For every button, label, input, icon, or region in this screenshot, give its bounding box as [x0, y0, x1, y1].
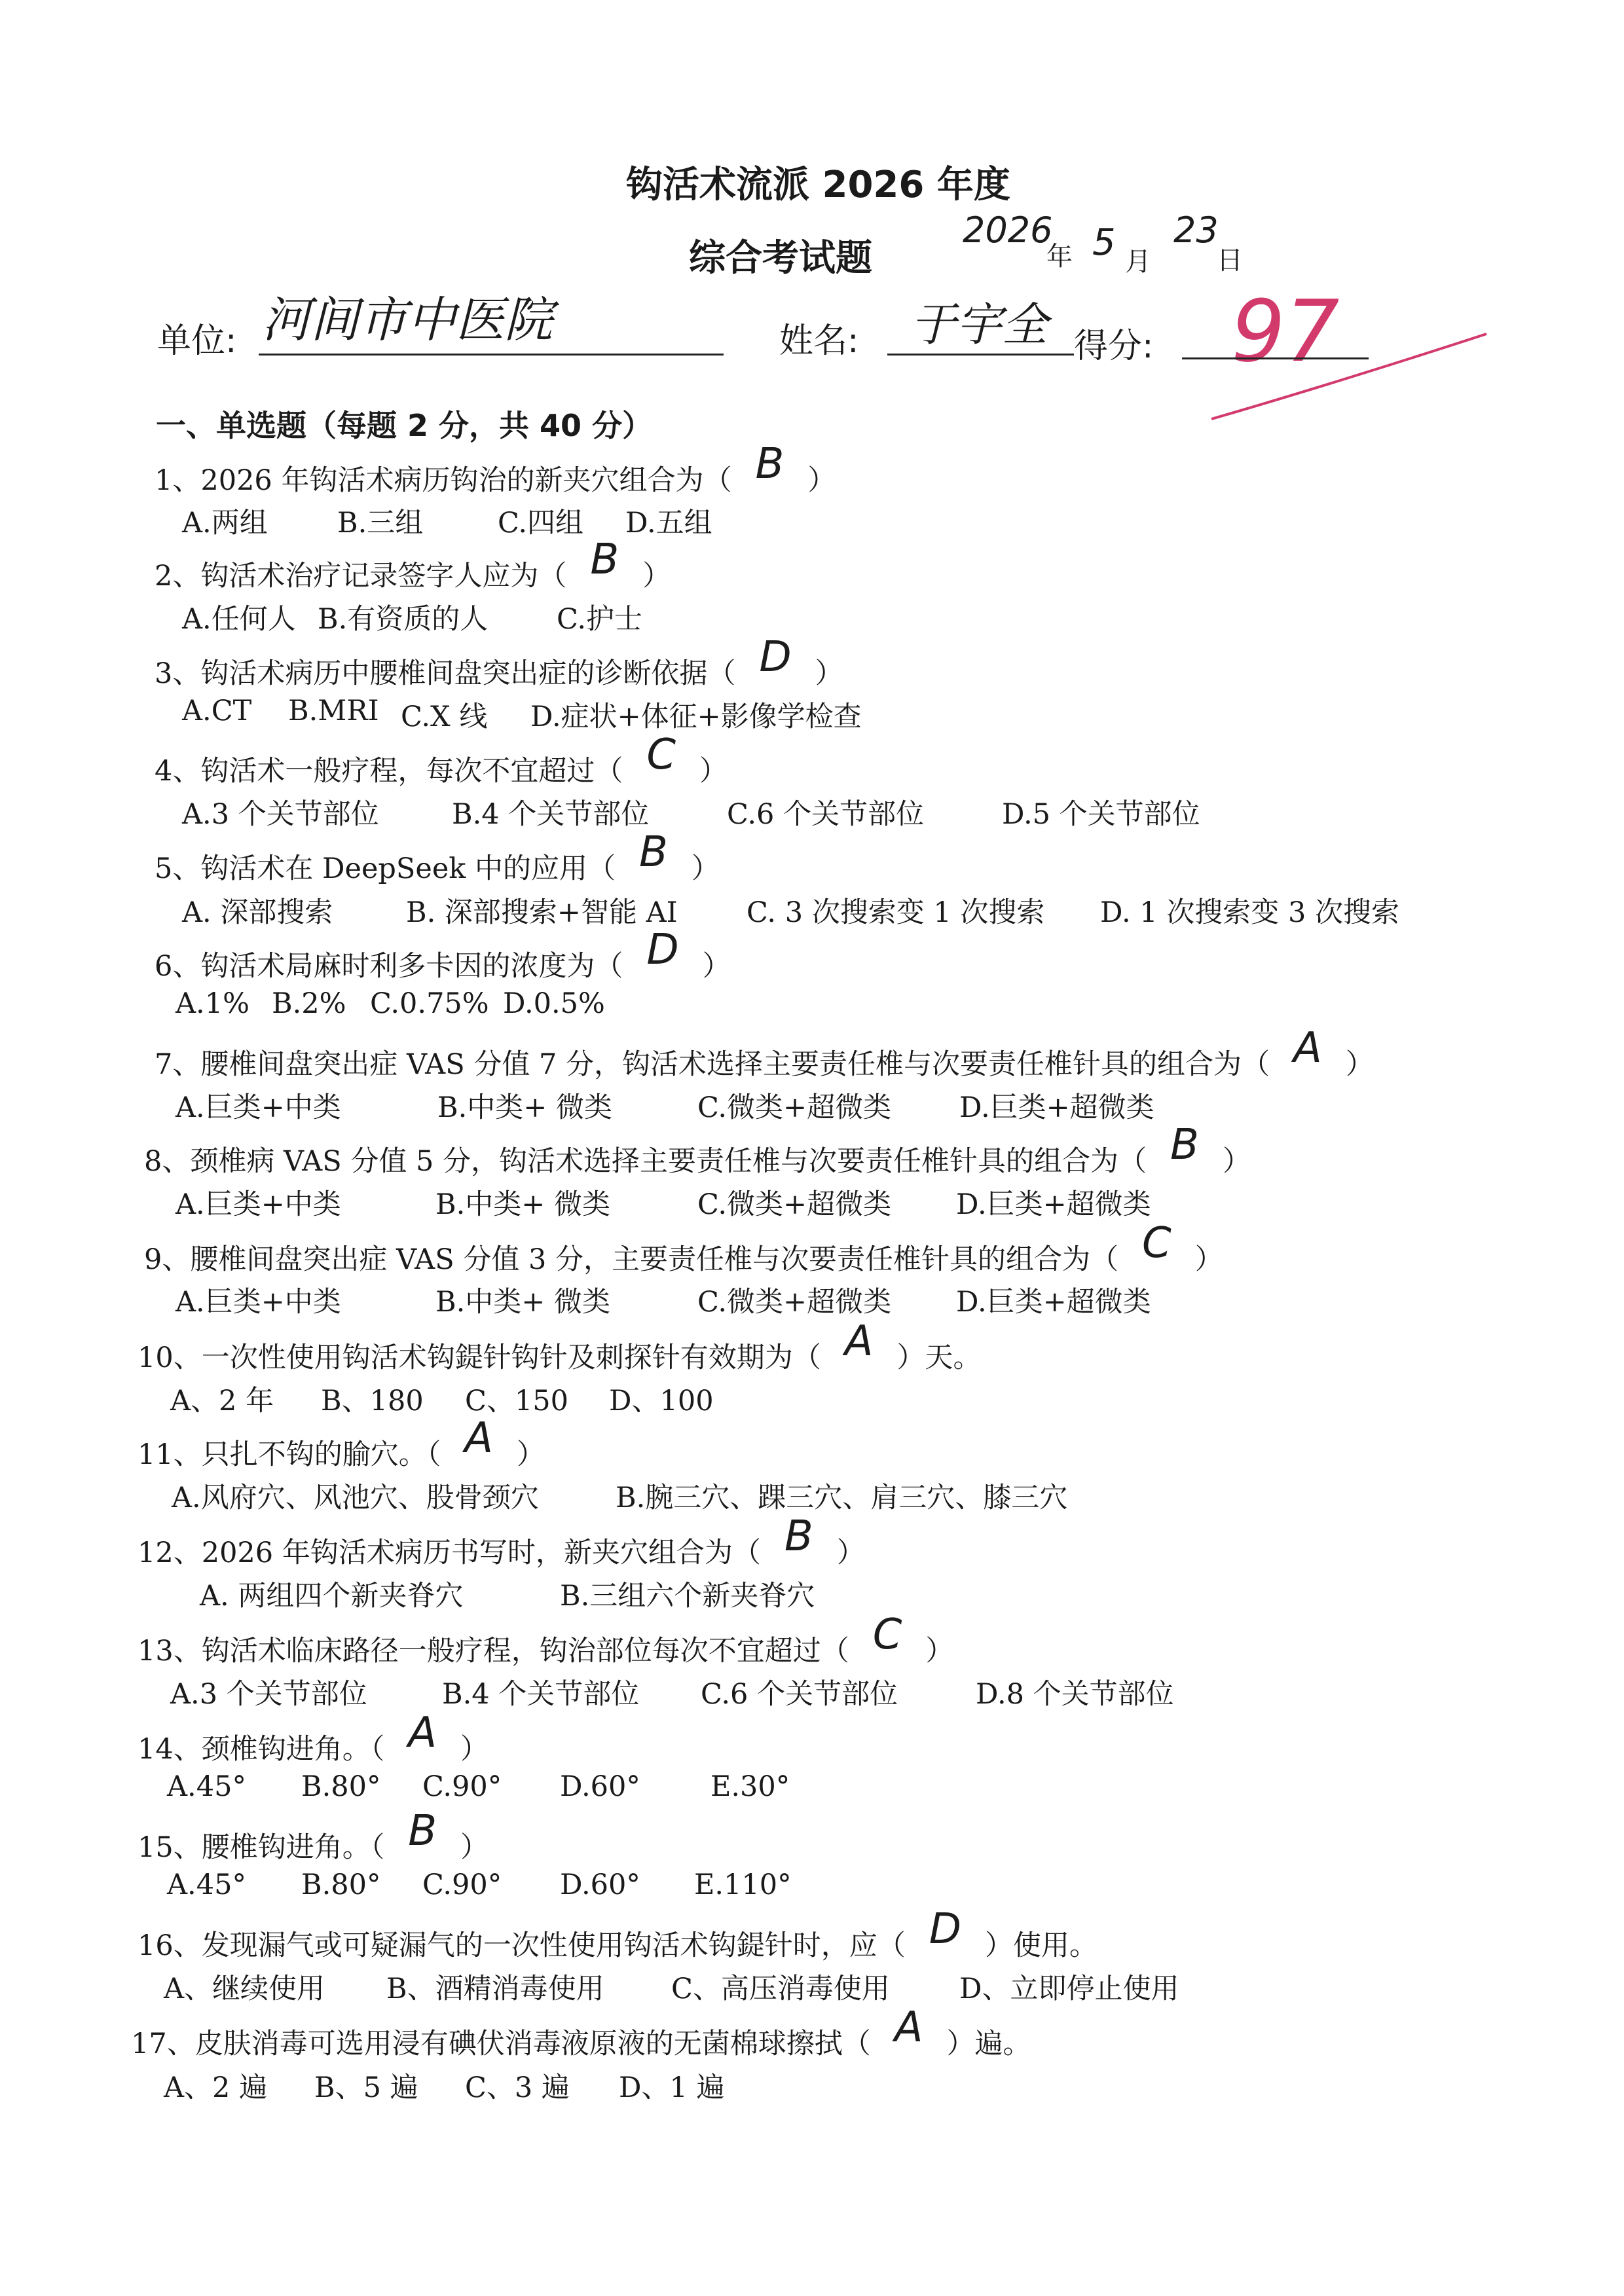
- option-a: A、2 年: [170, 1385, 274, 1417]
- option-d: D.巨类+超微类: [959, 1091, 1154, 1124]
- question-text-end: ）: [691, 852, 720, 885]
- handwritten-answer: A: [1293, 1024, 1322, 1072]
- question-text: 8、颈椎病 VAS 分值 5 分，钩活术选择主要责任椎与次要责任椎针具的组合为（: [144, 1145, 1147, 1178]
- question-text: 11、只扎不钩的腧穴。（: [138, 1438, 441, 1471]
- option-a: A.CT: [182, 695, 252, 727]
- option-d: D.症状+体征+影像学检查: [530, 701, 862, 733]
- option-a: A.巨类+中类: [175, 1091, 341, 1124]
- question-text: 3、钩活术病历中腰椎间盘突出症的诊断依据（: [155, 657, 736, 690]
- handwritten-answer: D: [929, 1905, 961, 1954]
- date-year: 2026: [963, 210, 1053, 251]
- handwritten-answer: C: [1142, 1219, 1172, 1267]
- option-b: B.MRI: [288, 695, 379, 727]
- question-text: 2、钩活术治疗记录签字人应为（: [155, 560, 567, 592]
- name-label: 姓名:: [779, 321, 859, 361]
- handwritten-answer: B: [590, 536, 619, 584]
- question-text: 16、发现漏气或可疑漏气的一次性使用钩活术钩鍉针时，应（: [138, 1929, 906, 1962]
- question-6: [155, 926, 731, 986]
- option-c: C、3 遍: [465, 2071, 570, 2104]
- option-b: B.80°: [301, 1770, 381, 1803]
- option-d: D.60°: [560, 1868, 640, 1901]
- option-c: C.90°: [422, 1770, 502, 1803]
- question-16: [138, 1905, 1098, 1965]
- exam-subtitle: 综合考试题: [689, 237, 872, 280]
- question-1: [155, 440, 836, 500]
- exam-title: 钩活术流派 2026 年度: [626, 164, 1010, 206]
- question-10: [138, 1317, 982, 1377]
- option-c: C.0.75%: [370, 987, 489, 1020]
- handwritten-answer: B: [755, 440, 784, 488]
- question-text: 17、皮肤消毒可选用浸有碘伏消毒液原液的无菌棉球擦拭（: [131, 2028, 871, 2060]
- question-12: [138, 1512, 865, 1573]
- question-text: 12、2026 年钩活术病历书写时，新夹穴组合为（: [138, 1537, 761, 1569]
- question-text-end: ）: [460, 1733, 489, 1766]
- question-text-end: ）: [642, 560, 671, 592]
- option-a: A. 两组四个新夹脊穴: [200, 1580, 464, 1613]
- section-title: 一、单选题（每题 2 分，共 40 分）: [156, 408, 653, 443]
- option-d: D.巨类+超微类: [956, 1286, 1151, 1319]
- question-text: 10、一次性使用钩活术钩鍉针钩针及刺探针有效期为（: [138, 1341, 821, 1374]
- question-text: 7、腰椎间盘突出症 VAS 分值 7 分，钩活术选择主要责任椎与次要责任椎针具的组合为（: [155, 1048, 1270, 1081]
- handwritten-answer: C: [872, 1611, 902, 1659]
- question-text: 4、钩活术一般疗程，每次不宜超过（: [155, 755, 623, 788]
- question-text: 1、2026 年钩活术病历钩治的新夹穴组合为（: [155, 464, 732, 497]
- option-a: A.3 个关节部位: [170, 1678, 367, 1711]
- handwritten-answer: A: [844, 1317, 874, 1366]
- option-d: D.8 个关节部位: [976, 1678, 1174, 1711]
- option-c: C.6 个关节部位: [727, 798, 925, 831]
- question-11: [138, 1414, 545, 1474]
- score-value: 97: [1231, 282, 1340, 381]
- handwritten-answer: A: [464, 1414, 493, 1463]
- option-b: B、5 遍: [314, 2071, 418, 2104]
- option-b: B.有资质的人: [318, 603, 489, 636]
- score-label: 得分:: [1074, 327, 1154, 366]
- question-text-end: ）: [925, 1635, 954, 1667]
- question-text-end: ）天。: [896, 1341, 982, 1374]
- question-2: [155, 536, 671, 596]
- unit-value: 河间市中医院: [262, 292, 553, 348]
- handwritten-answer: D: [759, 633, 792, 682]
- question-text: 5、钩活术在 DeepSeek 中的应用（: [155, 852, 616, 885]
- option-a: A.3 个关节部位: [182, 798, 379, 831]
- question-9: [144, 1219, 1223, 1279]
- question-5: [155, 828, 720, 888]
- handwritten-answer: D: [646, 926, 679, 974]
- question-text-end: ）: [1194, 1243, 1223, 1276]
- option-c: C.微类+超微类: [697, 1091, 892, 1124]
- question-text: 13、钩活术临床路径一般疗程，钩治部位每次不宜超过（: [138, 1635, 849, 1667]
- option-b: B.腕三穴、踝三穴、肩三穴、膝三穴: [616, 1482, 1068, 1514]
- option-d: D、100: [609, 1385, 714, 1417]
- option-c: C.微类+超微类: [697, 1188, 892, 1221]
- question-17: [131, 2003, 1031, 2064]
- option-b: B.三组: [337, 507, 424, 539]
- handwritten-answer: B: [784, 1512, 813, 1561]
- score-pen-stroke: [1205, 321, 1493, 432]
- question-text-end: ）: [1345, 1048, 1374, 1081]
- option-e: E.110°: [694, 1868, 792, 1901]
- option-a: A.45°: [167, 1868, 246, 1901]
- question-13: [138, 1611, 954, 1671]
- question-text-end: ）: [460, 1831, 489, 1864]
- option-a: A.风府穴、风池穴、股骨颈穴: [172, 1482, 539, 1514]
- option-c: C.护士: [557, 603, 643, 636]
- question-text-end: ）遍。: [946, 2028, 1031, 2060]
- option-a: A、2 遍: [164, 2071, 268, 2104]
- option-a: A.45°: [167, 1770, 246, 1803]
- question-text: 9、腰椎间盘突出症 VAS 分值 3 分，主要责任椎与次要责任椎针具的组合为（: [144, 1243, 1119, 1276]
- question-7: [155, 1024, 1374, 1084]
- question-text-end: ）: [517, 1438, 545, 1471]
- handwritten-answer: A: [408, 1709, 437, 1757]
- option-c: C.90°: [422, 1868, 502, 1901]
- question-3: [155, 633, 843, 693]
- question-15: [138, 1807, 489, 1867]
- unit-label: 单位:: [157, 321, 237, 361]
- date-month-label: 月: [1125, 247, 1151, 277]
- date-year-label: 年: [1046, 242, 1073, 272]
- option-d: D.0.5%: [503, 987, 605, 1020]
- unit-underline: [259, 354, 724, 355]
- option-a: A.1%: [175, 987, 249, 1020]
- question-text-end: ）: [836, 1537, 865, 1569]
- option-b: B.中类+ 微类: [435, 1188, 610, 1221]
- question-text-end: ）: [1222, 1145, 1251, 1178]
- handwritten-answer: B: [639, 828, 668, 877]
- question-text-end: ）: [699, 755, 728, 788]
- option-a: A.两组: [182, 507, 268, 539]
- option-b: B.三组六个新夹脊穴: [560, 1580, 815, 1613]
- option-b: B.中类+ 微类: [435, 1286, 610, 1319]
- question-text-end: ）: [702, 950, 731, 983]
- option-b: B. 深部搜索+智能 AI: [406, 896, 678, 929]
- option-a: A.任何人: [182, 603, 296, 636]
- option-d: D.60°: [560, 1770, 640, 1803]
- option-b: B、180: [321, 1385, 424, 1417]
- option-a: A.巨类+中类: [175, 1286, 341, 1319]
- option-d: D、1 遍: [619, 2071, 725, 2104]
- question-14: [138, 1709, 489, 1769]
- option-d: D.5 个关节部位: [1002, 798, 1200, 831]
- option-a: A、继续使用: [164, 1973, 325, 2005]
- handwritten-answer: B: [408, 1807, 437, 1855]
- question-8: [144, 1121, 1251, 1181]
- date-month: 5: [1092, 221, 1116, 264]
- option-d: D. 1 次搜索变 3 次搜索: [1100, 896, 1400, 929]
- option-d: D.五组: [625, 507, 712, 539]
- date-day: 23: [1173, 210, 1219, 251]
- handwritten-answer: B: [1170, 1121, 1199, 1169]
- option-b: B.80°: [301, 1868, 381, 1901]
- name-underline: [887, 354, 1074, 355]
- question-text: 14、颈椎钩进角。（: [138, 1733, 385, 1766]
- option-a: A. 深部搜索: [182, 896, 333, 929]
- option-c: C.6 个关节部位: [701, 1678, 898, 1711]
- question-text: 6、钩活术局麻时利多卡因的浓度为（: [155, 950, 623, 983]
- option-b: B.4 个关节部位: [452, 798, 650, 831]
- option-c: C. 3 次搜索变 1 次搜索: [747, 896, 1045, 929]
- option-d: D、立即停止使用: [959, 1973, 1179, 2005]
- option-a: A.巨类+中类: [175, 1188, 341, 1221]
- date-day-label: 日: [1217, 246, 1243, 276]
- question-4: [155, 731, 728, 791]
- option-c: C、高压消毒使用: [671, 1973, 890, 2005]
- option-c: C.四组: [498, 507, 584, 539]
- option-c: C.X 线: [401, 701, 488, 733]
- option-b: B.4 个关节部位: [442, 1678, 640, 1711]
- option-b: B、酒精消毒使用: [386, 1973, 604, 2005]
- option-b: B.2%: [272, 987, 346, 1020]
- option-b: B.中类+ 微类: [437, 1091, 612, 1124]
- option-c: C.微类+超微类: [697, 1286, 892, 1319]
- question-text-end: ）: [807, 464, 836, 497]
- name-value: 于宇全: [910, 298, 1048, 352]
- option-e: E.30°: [710, 1770, 790, 1803]
- question-text-end: ）: [815, 657, 843, 690]
- option-c: C、150: [465, 1385, 568, 1417]
- handwritten-answer: C: [646, 731, 676, 779]
- question-text: 15、腰椎钩进角。（: [138, 1831, 385, 1864]
- option-d: D.巨类+超微类: [956, 1188, 1151, 1221]
- handwritten-answer: A: [894, 2003, 923, 2052]
- question-text-end: ）使用。: [985, 1929, 1098, 1962]
